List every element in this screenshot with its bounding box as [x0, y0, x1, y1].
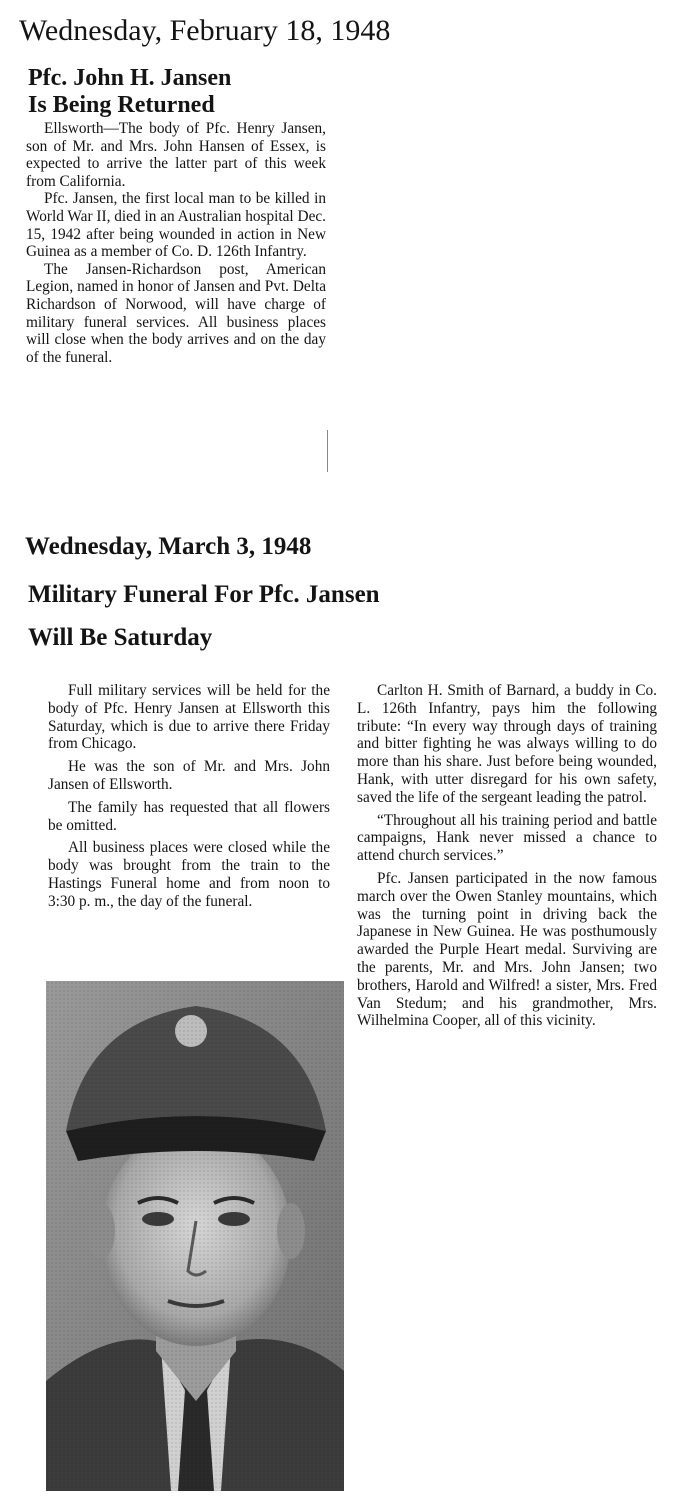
- article-paragraph: The Jansen-Richardson post, American Legion, named in honor of Jansen and Pvt. Delta Richardson of Norwood, will have charge of military funeral services. All business places will close when the body arrives and on the day of the funeral.: [26, 260, 326, 366]
- headline-returned-line1: Pfc. John H. Jansen: [28, 65, 232, 91]
- column-rule: [327, 430, 328, 472]
- headline-funeral-line2: Will Be Saturday: [28, 624, 213, 651]
- article-body-returned: [26, 120, 326, 366]
- article-paragraph: Carlton H. Smith of Barnard, a buddy in Co. L. 126th Infantry, pays him the following tribute: “In every way through days of training and bitter fighting he was always willing to do more than his share. Just before being wounded, Hank, with utter disregard for his own safety, saved the life of the sergeant leading the patrol.: [357, 682, 657, 806]
- article-paragraph: He was the son of Mr. and Mrs. John Jansen of Ellsworth.: [48, 758, 330, 793]
- date-february-18-1948: Wednesday, February 18, 1948: [19, 14, 391, 47]
- article-paragraph: Full military services will be held for the body of Pfc. Henry Jansen at Ellsworth this Saturday, which is due to arrive there Friday from Chicago.: [48, 682, 330, 753]
- article-paragraph: The family has requested that all flowers be omitted.: [48, 798, 330, 834]
- article-paragraph: Pfc. Jansen participated in the now famous march over the Owen Stanley mountains, which was the turning point in driving back the Japanese in New Guinea. He was posthumously awarded the Purple Heart medal. Surviving are the parents, Mr. and Mrs. John Jansen; two brothers, Harold and Wilfred! a sister, Mrs. Fred Van Stedum; and his grandmother, Mrs. Wilhelmina Cooper, all of this vicinity.: [357, 869, 657, 1030]
- article-paragraph: Pfc. Jansen, the first local man to be killed in World War II, died in an Australian hospital Dec. 15, 1942 after being wounded in action in New Guinea as a member of Co. D. 126th Infantry.: [26, 190, 326, 261]
- article-paragraph: All business places were closed while the body was brought from the train to the Hastings Funeral home and from noon to 3:30 p. m., the day of the funeral.: [48, 839, 330, 910]
- article-column-left: [48, 682, 330, 916]
- date-march-3-1948: Wednesday, March 3, 1948: [25, 533, 312, 560]
- article-column-right: [357, 682, 657, 1035]
- headline-funeral-line1: Military Funeral For Pfc. Jansen: [28, 581, 380, 608]
- article-paragraph: “Throughout all his training period and battle campaigns, Hank never missed a chance to attend church services.”: [357, 811, 657, 865]
- article-paragraph: Ellsworth—The body of Pfc. Henry Jansen, son of Mr. and Mrs. John Hansen of Essex, is expected to arrive the latter part of this week from California.: [26, 120, 326, 190]
- soldier-portrait-photo: [46, 981, 344, 1491]
- headline-returned-line2: Is Being Returned: [28, 92, 215, 118]
